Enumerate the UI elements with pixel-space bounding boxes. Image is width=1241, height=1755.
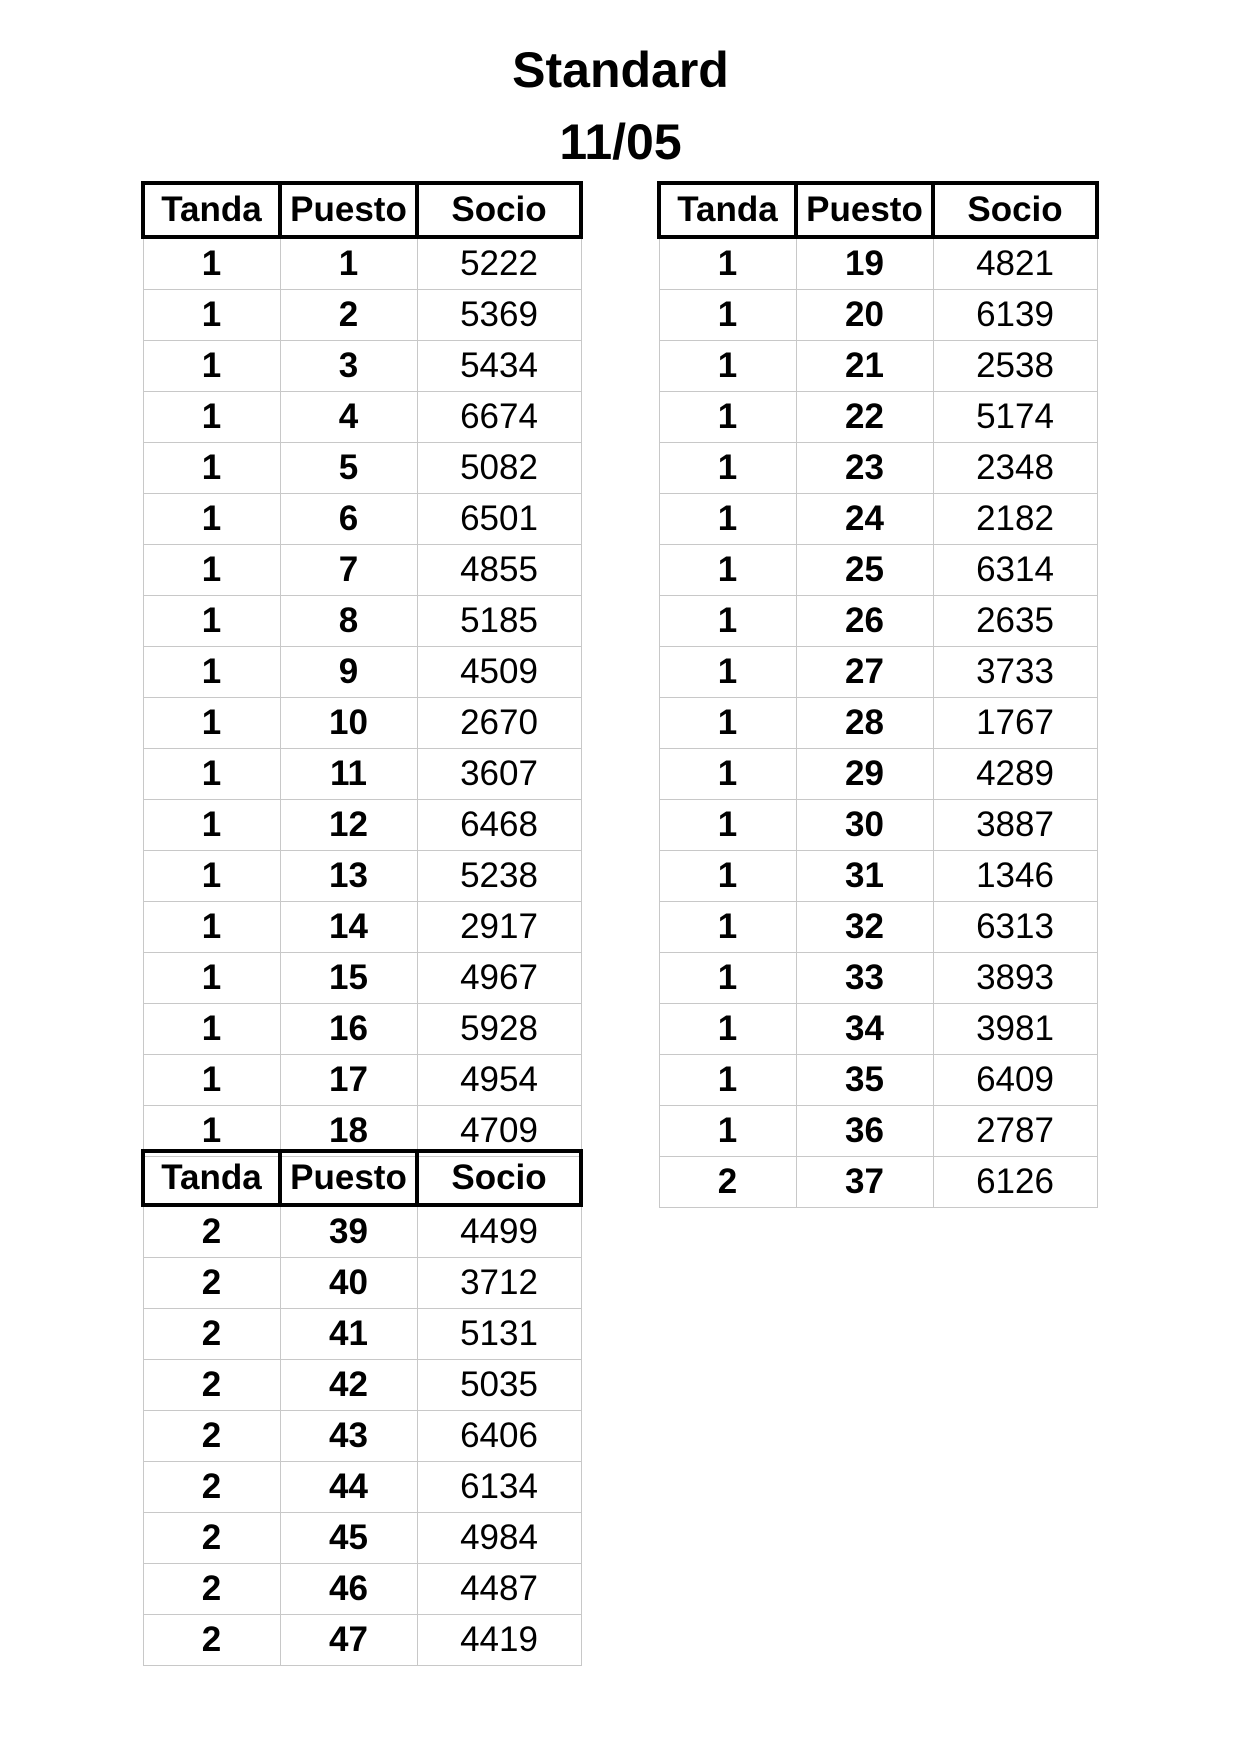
table-row (659, 1157, 1097, 1208)
cell-puesto: 15 (280, 953, 417, 1004)
cell-socio: 6134 (417, 1462, 581, 1513)
header-socio: Socio (417, 1151, 581, 1205)
cell-tanda: 1 (143, 749, 280, 800)
cell-socio: 5035 (417, 1360, 581, 1411)
table-row (659, 800, 1097, 851)
cell-socio: 6501 (417, 494, 581, 545)
table-row (659, 1004, 1097, 1055)
cell-puesto: 42 (280, 1360, 417, 1411)
cell-tanda: 1 (143, 494, 280, 545)
cell-socio: 4499 (417, 1205, 581, 1258)
table-row (143, 443, 581, 494)
table-right (657, 181, 1099, 1208)
table-row (143, 902, 581, 953)
cell-puesto: 28 (796, 698, 933, 749)
cell-tanda: 1 (659, 1106, 796, 1157)
cell-puesto: 31 (796, 851, 933, 902)
cell-puesto: 6 (280, 494, 417, 545)
cell-tanda: 1 (143, 237, 280, 290)
header-row (659, 183, 1097, 237)
cell-puesto: 44 (280, 1462, 417, 1513)
cell-socio: 2348 (933, 443, 1097, 494)
cell-socio: 3981 (933, 1004, 1097, 1055)
header-tanda: Tanda (143, 183, 280, 237)
header-row (143, 183, 581, 237)
cell-tanda: 1 (659, 953, 796, 1004)
cell-tanda: 2 (143, 1615, 280, 1666)
cell-socio: 5222 (417, 237, 581, 290)
cell-puesto: 37 (796, 1157, 933, 1208)
cell-socio: 6313 (933, 902, 1097, 953)
cell-puesto: 21 (796, 341, 933, 392)
cell-socio: 6139 (933, 290, 1097, 341)
table-left-bottom (141, 1149, 583, 1666)
cell-socio: 5434 (417, 341, 581, 392)
cell-socio: 1767 (933, 698, 1097, 749)
cell-puesto: 46 (280, 1564, 417, 1615)
cell-tanda: 1 (659, 545, 796, 596)
cell-tanda: 2 (143, 1411, 280, 1462)
cell-tanda: 1 (143, 596, 280, 647)
cell-socio: 6409 (933, 1055, 1097, 1106)
cell-tanda: 1 (143, 851, 280, 902)
cell-puesto: 2 (280, 290, 417, 341)
cell-socio: 3893 (933, 953, 1097, 1004)
cell-socio: 2635 (933, 596, 1097, 647)
cell-tanda: 1 (659, 698, 796, 749)
cell-tanda: 1 (659, 851, 796, 902)
header-puesto: Puesto (796, 183, 933, 237)
table-row (143, 545, 581, 596)
table-row (143, 1462, 581, 1513)
cell-socio: 1346 (933, 851, 1097, 902)
cell-tanda: 2 (143, 1309, 280, 1360)
table-row (659, 545, 1097, 596)
cell-puesto: 19 (796, 237, 933, 290)
page-title: Standard (512, 42, 729, 98)
cell-tanda: 1 (659, 596, 796, 647)
table-row (143, 1411, 581, 1462)
table-row (659, 1106, 1097, 1157)
cell-tanda: 1 (659, 290, 796, 341)
cell-tanda: 1 (143, 647, 280, 698)
table-row (143, 647, 581, 698)
cell-socio: 5238 (417, 851, 581, 902)
cell-tanda: 2 (143, 1360, 280, 1411)
cell-tanda: 1 (659, 902, 796, 953)
cell-socio: 2917 (417, 902, 581, 953)
cell-puesto: 34 (796, 1004, 933, 1055)
cell-tanda: 1 (143, 953, 280, 1004)
cell-puesto: 4 (280, 392, 417, 443)
cell-tanda: 1 (143, 341, 280, 392)
cell-socio: 6314 (933, 545, 1097, 596)
table-row (143, 698, 581, 749)
cell-tanda: 1 (143, 800, 280, 851)
table-row (659, 341, 1097, 392)
cell-puesto: 7 (280, 545, 417, 596)
header-row (143, 1151, 581, 1205)
cell-tanda: 1 (143, 545, 280, 596)
cell-tanda: 1 (143, 392, 280, 443)
cell-socio: 3712 (417, 1258, 581, 1309)
cell-socio: 2538 (933, 341, 1097, 392)
cell-puesto: 23 (796, 443, 933, 494)
cell-puesto: 32 (796, 902, 933, 953)
cell-tanda: 2 (143, 1513, 280, 1564)
cell-tanda: 2 (143, 1462, 280, 1513)
cell-puesto: 5 (280, 443, 417, 494)
table-row (143, 800, 581, 851)
cell-socio: 5174 (933, 392, 1097, 443)
table-row (143, 1258, 581, 1309)
cell-puesto: 22 (796, 392, 933, 443)
table-row (143, 851, 581, 902)
cell-tanda: 1 (143, 1055, 280, 1106)
table-row (143, 749, 581, 800)
table-row (659, 443, 1097, 494)
cell-socio: 4967 (417, 953, 581, 1004)
cell-puesto: 9 (280, 647, 417, 698)
table-row (143, 341, 581, 392)
header-puesto: Puesto (280, 183, 417, 237)
cell-tanda: 2 (143, 1205, 280, 1258)
cell-puesto: 27 (796, 647, 933, 698)
table-row (659, 494, 1097, 545)
cell-socio: 5185 (417, 596, 581, 647)
cell-tanda: 1 (659, 341, 796, 392)
cell-puesto: 1 (280, 237, 417, 290)
cell-puesto: 26 (796, 596, 933, 647)
table-row (143, 1055, 581, 1106)
cell-puesto: 41 (280, 1309, 417, 1360)
cell-tanda: 1 (659, 647, 796, 698)
cell-tanda: 2 (143, 1564, 280, 1615)
cell-socio: 4509 (417, 647, 581, 698)
table-row (659, 596, 1097, 647)
header-puesto: Puesto (280, 1151, 417, 1205)
cell-socio: 4954 (417, 1055, 581, 1106)
cell-tanda: 1 (659, 494, 796, 545)
cell-puesto: 20 (796, 290, 933, 341)
cell-puesto: 24 (796, 494, 933, 545)
table-row (659, 647, 1097, 698)
table-row (143, 1564, 581, 1615)
cell-socio: 6468 (417, 800, 581, 851)
table-row (659, 698, 1097, 749)
table-row (659, 749, 1097, 800)
table-row (143, 237, 581, 290)
cell-socio: 4487 (417, 1564, 581, 1615)
cell-tanda: 1 (143, 902, 280, 953)
page-date: 11/05 (559, 114, 682, 170)
table-row (659, 953, 1097, 1004)
table-left-top (141, 181, 583, 1157)
cell-puesto: 12 (280, 800, 417, 851)
header-tanda: Tanda (659, 183, 796, 237)
cell-socio: 3887 (933, 800, 1097, 851)
cell-tanda: 1 (659, 1055, 796, 1106)
cell-puesto: 8 (280, 596, 417, 647)
cell-socio: 6126 (933, 1157, 1097, 1208)
cell-socio: 5369 (417, 290, 581, 341)
cell-tanda: 2 (659, 1157, 796, 1208)
table-row (143, 1309, 581, 1360)
cell-socio: 3607 (417, 749, 581, 800)
cell-puesto: 47 (280, 1615, 417, 1666)
cell-socio: 5928 (417, 1004, 581, 1055)
cell-tanda: 1 (659, 749, 796, 800)
cell-tanda: 1 (143, 443, 280, 494)
table-row (659, 851, 1097, 902)
cell-puesto: 36 (796, 1106, 933, 1157)
table-row (143, 1360, 581, 1411)
table-row (143, 596, 581, 647)
cell-socio: 4984 (417, 1513, 581, 1564)
header-socio: Socio (933, 183, 1097, 237)
cell-tanda: 1 (659, 392, 796, 443)
cell-puesto: 11 (280, 749, 417, 800)
cell-puesto: 29 (796, 749, 933, 800)
table-row (143, 1615, 581, 1666)
cell-tanda: 2 (143, 1258, 280, 1309)
cell-puesto: 16 (280, 1004, 417, 1055)
header-socio: Socio (417, 183, 581, 237)
cell-socio: 4855 (417, 545, 581, 596)
cell-puesto: 17 (280, 1055, 417, 1106)
table-row (659, 290, 1097, 341)
cell-puesto: 40 (280, 1258, 417, 1309)
cell-tanda: 1 (659, 443, 796, 494)
cell-socio: 4821 (933, 237, 1097, 290)
cell-socio: 2787 (933, 1106, 1097, 1157)
table-row (143, 392, 581, 443)
cell-puesto: 45 (280, 1513, 417, 1564)
cell-tanda: 1 (659, 800, 796, 851)
cell-puesto: 43 (280, 1411, 417, 1462)
cell-socio: 4709 (417, 1106, 581, 1157)
table-row (143, 1513, 581, 1564)
table-row (659, 237, 1097, 290)
cell-puesto: 35 (796, 1055, 933, 1106)
cell-tanda: 1 (659, 237, 796, 290)
table-row (143, 953, 581, 1004)
cell-puesto: 14 (280, 902, 417, 953)
cell-puesto: 25 (796, 545, 933, 596)
cell-socio: 2670 (417, 698, 581, 749)
table-row (143, 1004, 581, 1055)
cell-socio: 5082 (417, 443, 581, 494)
cell-socio: 2182 (933, 494, 1097, 545)
cell-tanda: 1 (143, 1004, 280, 1055)
cell-tanda: 1 (143, 290, 280, 341)
table-row (143, 494, 581, 545)
cell-puesto: 18 (280, 1106, 417, 1157)
header-tanda: Tanda (143, 1151, 280, 1205)
cell-puesto: 13 (280, 851, 417, 902)
cell-socio: 4419 (417, 1615, 581, 1666)
cell-puesto: 33 (796, 953, 933, 1004)
cell-socio: 6406 (417, 1411, 581, 1462)
table-row (143, 290, 581, 341)
table-row (143, 1205, 581, 1258)
cell-socio: 6674 (417, 392, 581, 443)
cell-puesto: 39 (280, 1205, 417, 1258)
cell-tanda: 1 (143, 1106, 280, 1157)
cell-socio: 4289 (933, 749, 1097, 800)
cell-tanda: 1 (659, 1004, 796, 1055)
cell-puesto: 30 (796, 800, 933, 851)
table-row (659, 902, 1097, 953)
cell-tanda: 1 (143, 698, 280, 749)
table-row (659, 392, 1097, 443)
cell-socio: 5131 (417, 1309, 581, 1360)
table-row (659, 1055, 1097, 1106)
cell-socio: 3733 (933, 647, 1097, 698)
cell-puesto: 3 (280, 341, 417, 392)
cell-puesto: 10 (280, 698, 417, 749)
